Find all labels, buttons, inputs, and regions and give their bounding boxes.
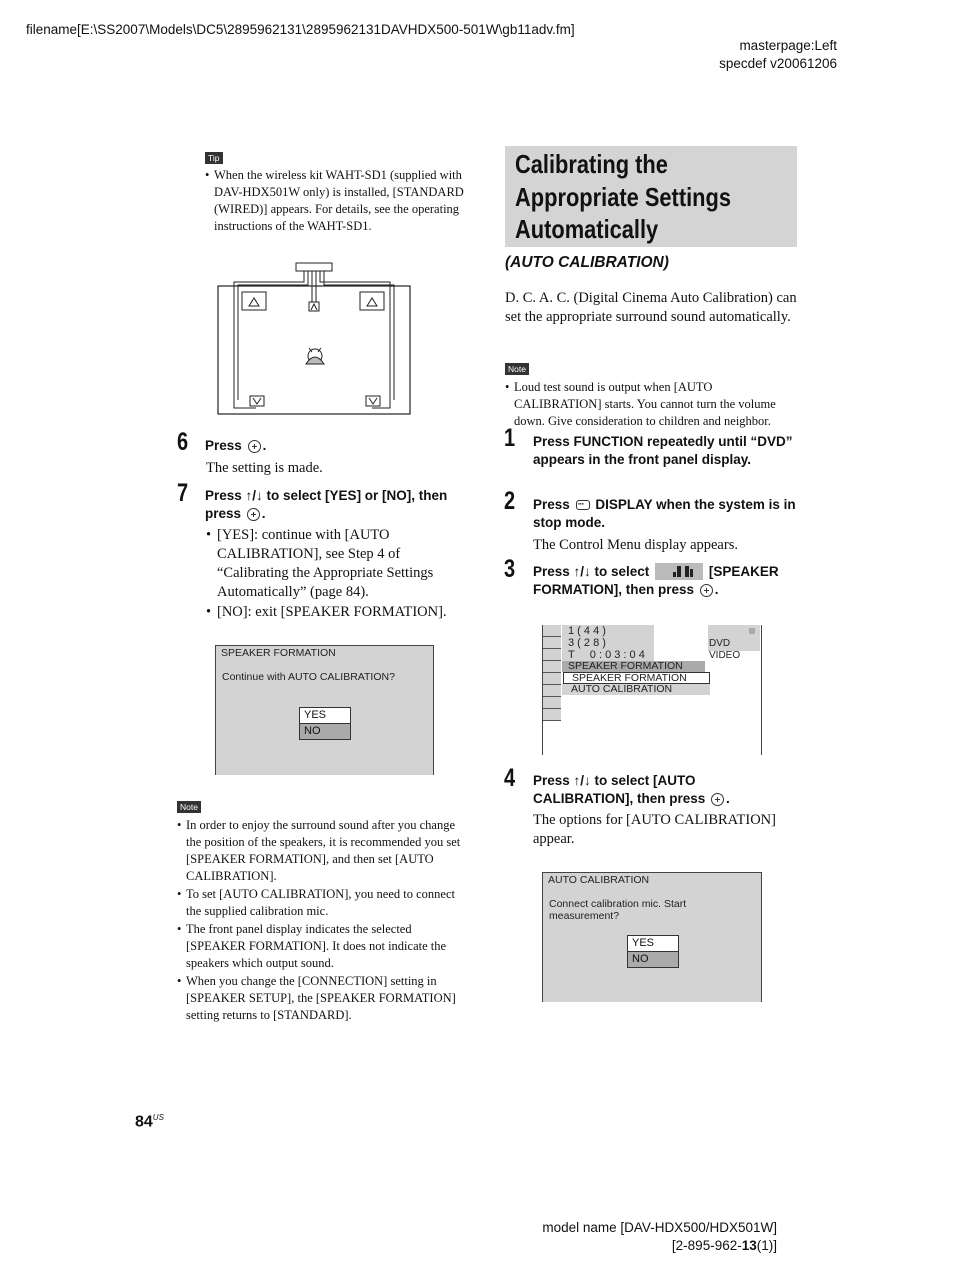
header-masterpage [719, 37, 837, 73]
footer-code-bold: 13 [741, 1238, 757, 1253]
specdef-text: specdef v20061206 [719, 56, 837, 71]
step7-bullet-no: • [NO]: exit [SPEAKER FORMATION]. [206, 603, 468, 622]
rstep2-post: DISPLAY when the system is in stop mode. [533, 497, 796, 530]
step7-number: 7 [177, 479, 189, 507]
enter-button-icon [711, 793, 724, 806]
display-button-icon [576, 500, 590, 510]
header-filename: filename[E:\SS2007\Models\DC5\2895962131\2895962131DAVHDX500-501W\gb11adv.fm] [26, 22, 575, 37]
step7-bullets [206, 526, 468, 623]
title-line: Appropriate Settings [515, 181, 731, 212]
control-menu-screen [542, 625, 762, 755]
step6-instruction [205, 437, 266, 455]
enter-button-icon [248, 440, 261, 453]
note-left-item: • When you change the [CONNECTION] setting in [SPEAKER SETUP], the [SPEAKER FORMATION] setting returns to [STANDARD]. [177, 973, 472, 1024]
source-panel [708, 625, 760, 661]
step6-post: . [262, 438, 267, 453]
surround-left-speaker-icon [250, 396, 264, 406]
step7-pre: Press ↑/↓ to select [YES] or [NO], then press [205, 488, 448, 521]
no-option[interactable]: NO [628, 952, 678, 967]
yes-option[interactable]: YES [628, 936, 678, 952]
status-line-1: 1 ( 4 4 ) [568, 625, 606, 637]
rstep3-end: . [714, 582, 719, 597]
page-number-suffix: US [152, 1113, 164, 1122]
menu-icon-column [543, 625, 561, 721]
rstep4-pre: Press ↑/↓ to select [AUTO CALIBRATION], then press [533, 773, 706, 806]
step7-bullet-yes: • [YES]: continue with [AUTO CALIBRATION], see Step 4 of “Calibrating the Appropriate Settings Automatically” (page 84). [206, 526, 468, 602]
step6-pre: Press [205, 438, 242, 453]
enter-button-icon [247, 508, 260, 521]
section-title [515, 148, 731, 246]
menu-title-bar: SPEAKER FORMATION [562, 661, 705, 672]
enter-button-icon [700, 584, 713, 597]
rstep3-post: [SPEAKER FORMATION], then press [533, 564, 779, 597]
note-left-block [177, 797, 472, 1024]
footer [542, 1219, 777, 1255]
rstep4-instruction [533, 772, 795, 808]
tip-text: • When the wireless kit WAHT-SD1 (supplied with DAV-HDX501W only) is installed, [STANDARD (WIRED)] appears. For details, see the operating instructions of the WAHT-SD1. [205, 167, 470, 235]
tip-block [205, 148, 470, 235]
section-intro: D. C. A. C. (Digital Cinema Auto Calibration) can set the appropriate surround sound automatically. [505, 290, 797, 325]
status-panel [562, 625, 654, 661]
rstep2-number: 2 [504, 487, 516, 515]
note-left-list [177, 817, 472, 1024]
step6-number: 6 [177, 428, 189, 456]
status-line-3: T 0 : 0 3 : 0 4 [568, 649, 645, 661]
screen3-options [627, 935, 679, 968]
screen3-message: Connect calibration mic. Start measurement? [549, 898, 687, 922]
screen1-options [299, 707, 351, 740]
footer-code-pre: [2-895-962- [671, 1238, 742, 1253]
speaker-formation-menu-icon [655, 563, 703, 580]
step7-post: . [261, 506, 266, 521]
surround-right-speaker-icon [366, 396, 380, 406]
status-line-2: 3 ( 2 8 ) [568, 637, 606, 649]
step6-desc: The setting is made. [206, 460, 323, 476]
screen1-title: SPEAKER FORMATION [221, 647, 336, 659]
speaker-layout-diagram [216, 260, 414, 418]
center-speaker-icon [309, 302, 319, 311]
title-line: Calibrating the [515, 149, 668, 179]
auto-calibration-screen [542, 872, 762, 1002]
section-subtitle: (AUTO CALIBRATION) [505, 254, 669, 271]
note-left-item: • To set [AUTO CALIBRATION], you need to connect the supplied calibration mic. [177, 886, 472, 920]
speaker-formation-screen [215, 645, 434, 775]
footer-model: model name [DAV-HDX500/HDX501W] [542, 1220, 777, 1235]
speaker-formation-option[interactable]: SPEAKER FORMATION [563, 672, 710, 684]
rstep1-number: 1 [504, 424, 516, 452]
rstep3-number: 3 [504, 555, 516, 583]
rstep1-instruction: Press FUNCTION repeatedly until “DVD” appears in the front panel display. [533, 434, 793, 467]
masterpage-text: masterpage:Left [739, 38, 837, 53]
source-label: DVD VIDEO [709, 638, 741, 661]
rstep2-instruction [533, 496, 798, 532]
note-left-item: • The front panel display indicates the selected [SPEAKER FORMATION]. It does not indicate the speakers which output sound. [177, 921, 472, 972]
no-option[interactable]: NO [300, 724, 350, 739]
note-left-item: • In order to enjoy the surround sound after you change the position of the speakers, it is recommended you set [SPEAKER FORMATION], and then set [AUTO CALIBRATION]. [177, 817, 472, 885]
rstep3-pre: Press ↑/↓ to select [533, 564, 650, 579]
stop-indicator-icon [749, 628, 755, 634]
rstep2-pre: Press [533, 497, 570, 512]
rstep2-desc: The Control Menu display appears. [533, 537, 738, 553]
note-right-block [505, 359, 801, 430]
step7-instruction [205, 487, 475, 523]
page-number-value: 84 [135, 1113, 153, 1131]
rstep4-desc: The options for [AUTO CALIBRATION] appear. [533, 812, 776, 847]
yes-option[interactable]: YES [300, 708, 350, 724]
page-number [135, 1113, 164, 1131]
tip-label: Tip [205, 152, 223, 164]
screen3-title: AUTO CALIBRATION [548, 874, 650, 886]
front-right-speaker-icon [360, 292, 384, 310]
note-left-label: Note [177, 801, 201, 813]
section-title-box [505, 146, 797, 247]
title-line: Automatically [515, 214, 659, 244]
footer-code-post: (1)] [756, 1238, 777, 1253]
screen1-message: Continue with AUTO CALIBRATION? [222, 671, 395, 683]
footer-code [542, 1237, 777, 1255]
auto-calibration-option[interactable]: AUTO CALIBRATION [562, 684, 710, 695]
rstep4-number: 4 [504, 764, 516, 792]
front-left-speaker-icon [242, 292, 266, 310]
note-right-label: Note [505, 363, 529, 375]
note-right-text: • Loud test sound is output when [AUTO CALIBRATION] starts. You cannot turn the volume down. Give consideration to children and neighbor. [505, 379, 801, 430]
rstep3-instruction [533, 563, 803, 599]
rstep4-post: . [726, 791, 730, 806]
